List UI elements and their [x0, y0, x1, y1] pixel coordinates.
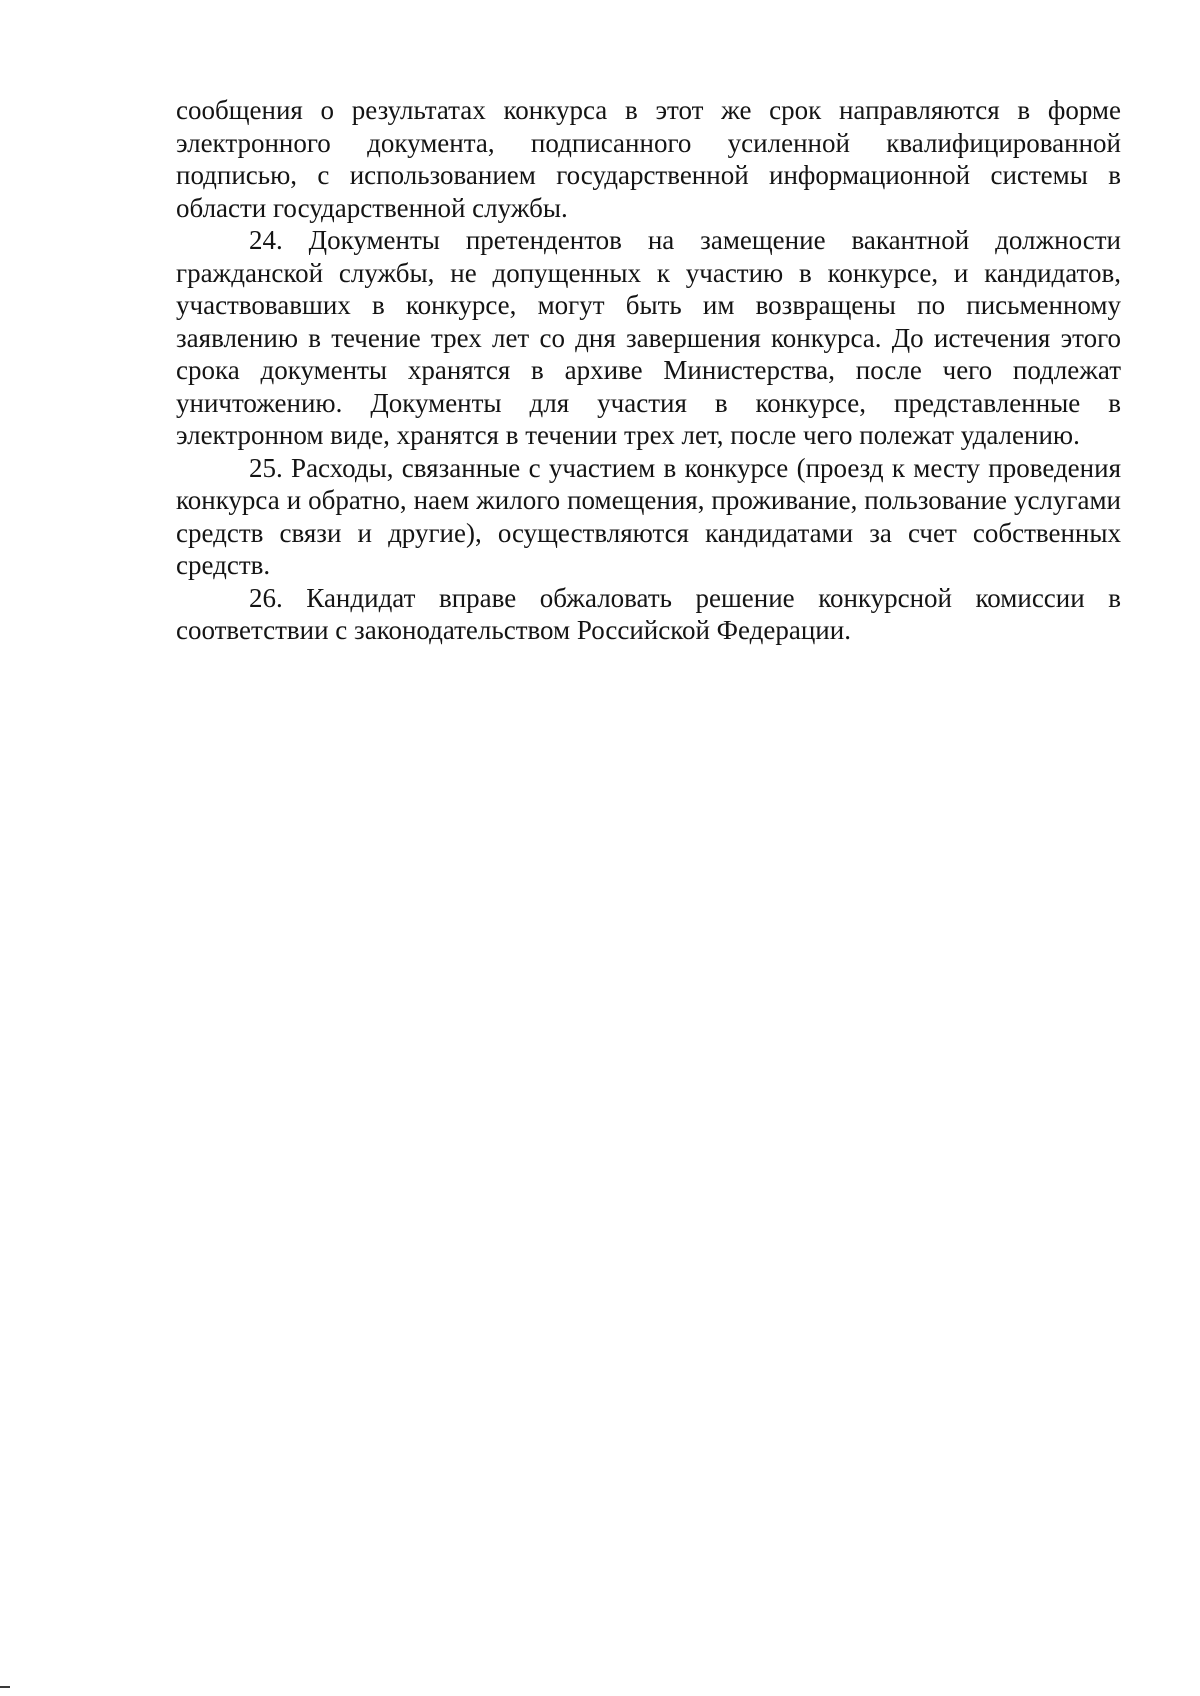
paragraph-item-26: 26. Кандидат вправе обжаловать решение конкурсной комиссии в соответствии с законодательством Российской Федерации.	[176, 582, 1121, 645]
scan-edge-mark	[0, 1686, 10, 1688]
paragraph-item-24: 24. Документы претендентов на замещение вакантной должности гражданской службы, не допущенных к участию в конкурсе, и кандидатов, участвовавших в конкурсе, могут быть им возвращены по письменному заявлению в течение трех лет со дня завершения конкурса. До истечения этого срока документы хранятся в архиве Министерства, после чего подлежат уничтожению. Документы для участия в конкурсе, представленные в электронном виде, хранятся в течении трех лет, после чего полежат удалению.	[176, 225, 1121, 450]
paragraph-item-25: 25. Расходы, связанные с участием в конкурсе (проезд к месту проведения конкурса и обратно, наем жилого помещения, проживание, пользование услугами средств связи и другие), осуществляются кандидатами за счет собственных средств.	[176, 452, 1121, 580]
paragraph-continuation: сообщения о результатах конкурса в этот же срок направляются в форме электронного документа, подписанного усиленной квалифицированной подписью, с использованием государственной информационной системы в области государственной службы.	[176, 95, 1121, 223]
document-body	[176, 94, 1121, 647]
